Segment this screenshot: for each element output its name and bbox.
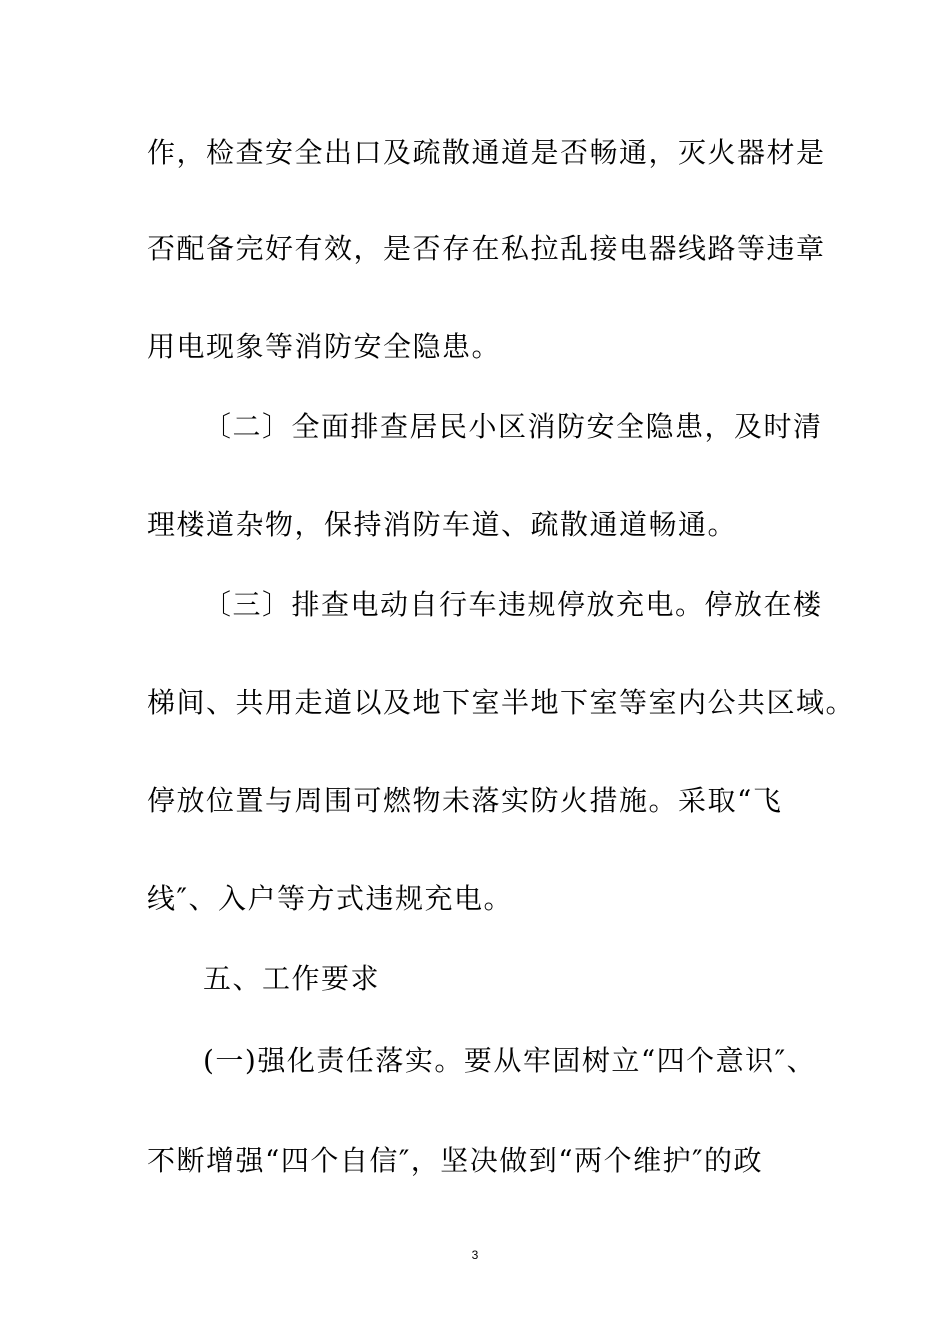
paragraph-2-line-2: 理楼道杂物，保持消防车道、疏散通道畅通。 [147, 508, 738, 541]
paragraph-3-line-3: 停放位置与周围可燃物未落实防火措施。采取“飞 [147, 784, 783, 817]
text-line-3: 用电现象等消防安全隐患。 [147, 330, 502, 363]
section-heading-work-requirements: 五、工作要求 [203, 962, 381, 995]
requirement-1-line-2: 不断增强“四个自信″，坚决做到“两个维护″的政 [147, 1144, 764, 1177]
page-number: 3 [471, 1248, 479, 1262]
paragraph-3-line-2: 梯间、共用走道以及地下室半地下室等室内公共区域。 [147, 686, 856, 719]
text-line-1: 作，检查安全出口及疏散通道是否畅通，灭火器材是 [147, 136, 826, 169]
paragraph-3-line-1: 〔三〕排查电动自行车违规停放充电。停放在楼 [203, 588, 823, 621]
paragraph-2-line-1: 〔二〕全面排查居民小区消防安全隐患，及时清 [203, 410, 823, 443]
text-line-2: 否配备完好有效，是否存在私拉乱接电器线路等违章 [147, 232, 826, 265]
paragraph-3-line-4: 线″、入户等方式违规充电。 [147, 882, 513, 915]
requirement-1-line-1: (一)强化责任落实。要从牢固树立“四个意识″、 [203, 1044, 817, 1077]
